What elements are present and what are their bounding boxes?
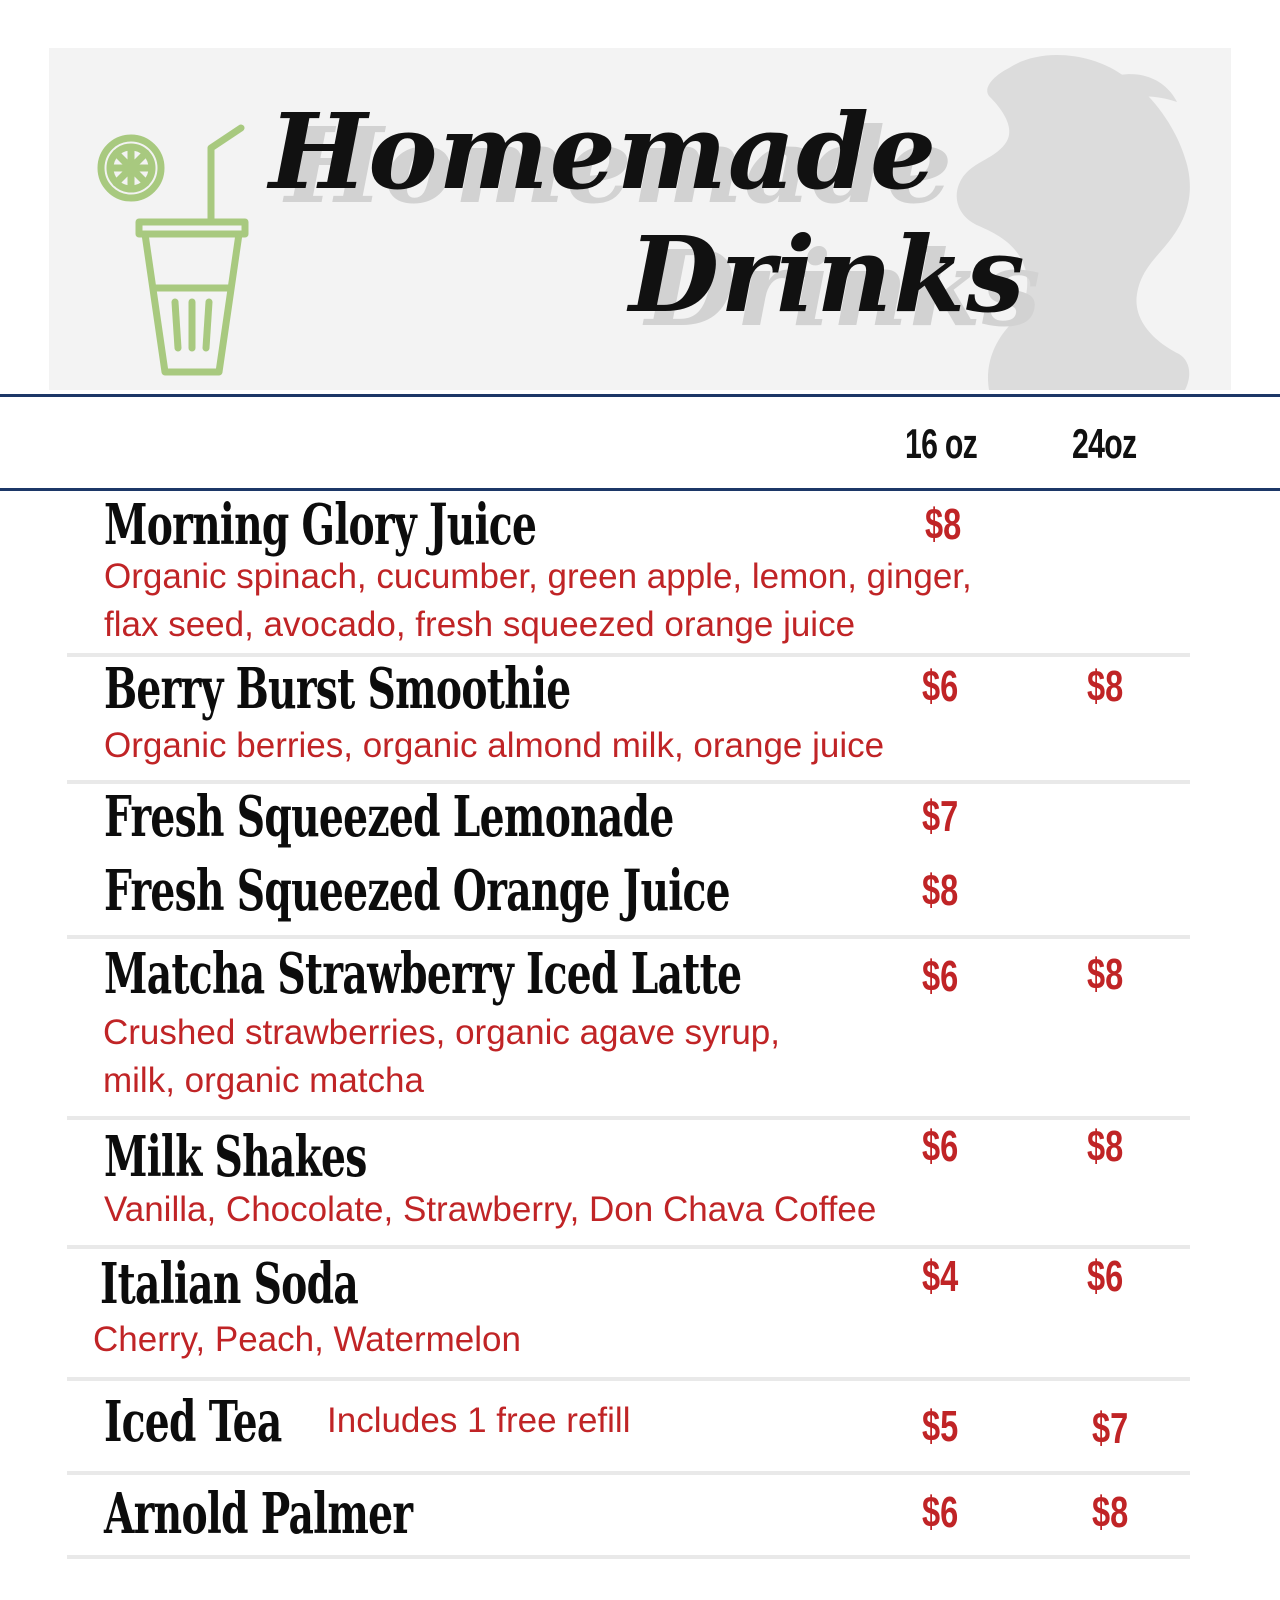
- menu-item-name: Matcha Strawberry Iced Latte: [104, 941, 742, 1007]
- item-separator: [67, 1555, 1190, 1559]
- menu-item-description: flax seed, avocado, fresh squeezed orange juice: [104, 605, 856, 644]
- header-divider: [0, 394, 1280, 397]
- menu-item-name: Iced Tea: [104, 1389, 282, 1455]
- menu-item-name: Milk Shakes: [104, 1124, 367, 1190]
- lemonade-glass-icon: [95, 122, 265, 384]
- price-24oz: $8: [1087, 950, 1124, 999]
- menu-item-description: Cherry, Peach, Watermelon: [93, 1320, 521, 1359]
- menu-item-name: Fresh Squeezed Orange Juice: [104, 858, 730, 924]
- menu-item-name: Fresh Squeezed Lemonade: [104, 784, 674, 850]
- size-header-divider: [0, 488, 1280, 491]
- size-heading-16oz: 16 oz: [905, 420, 978, 467]
- price-24oz: $6: [1087, 1252, 1124, 1301]
- menu-item-name: Morning Glory Juice: [104, 492, 537, 558]
- price-24oz: $7: [1092, 1404, 1129, 1453]
- price-16oz: $6: [922, 952, 959, 1001]
- price-16oz: $6: [922, 1122, 959, 1171]
- size-heading-24oz: 24oz: [1072, 420, 1137, 467]
- price-16oz: $7: [922, 792, 959, 841]
- price-16oz: $6: [922, 1488, 959, 1537]
- menu-title-line-1: Homemade: [269, 90, 938, 213]
- price-16oz: $4: [922, 1252, 959, 1301]
- menu-item-name: Arnold Palmer: [104, 1481, 413, 1547]
- menu-header: [49, 48, 1231, 390]
- item-separator: [67, 935, 1190, 939]
- price-16oz: $6: [922, 662, 959, 711]
- price-16oz: $8: [922, 866, 959, 915]
- menu-item-description: Organic spinach, cucumber, green apple, lemon, ginger,: [104, 557, 972, 596]
- price-24oz: $8: [1092, 1488, 1129, 1537]
- item-separator: [67, 1116, 1190, 1120]
- menu-item-description: Organic berries, organic almond milk, orange juice: [104, 726, 885, 765]
- price-24oz: $8: [1087, 662, 1124, 711]
- item-separator: [67, 1377, 1190, 1381]
- price-16oz: $8: [925, 500, 962, 549]
- menu-item-name: Berry Burst Smoothie: [104, 656, 571, 722]
- menu-item-note: Includes 1 free refill: [327, 1401, 631, 1440]
- menu-item-description: Crushed strawberries, organic agave syrup,: [103, 1013, 780, 1052]
- item-separator: [67, 1245, 1190, 1249]
- menu-item-description: Vanilla, Chocolate, Strawberry, Don Chava Coffee: [104, 1190, 877, 1229]
- menu-title-line-2: Drinks: [629, 213, 1026, 336]
- menu-item-description: milk, organic matcha: [103, 1061, 424, 1100]
- item-separator: [67, 1471, 1190, 1475]
- price-24oz: $8: [1087, 1122, 1124, 1171]
- price-16oz: $5: [922, 1402, 959, 1451]
- menu-item-name: Italian Soda: [100, 1251, 359, 1317]
